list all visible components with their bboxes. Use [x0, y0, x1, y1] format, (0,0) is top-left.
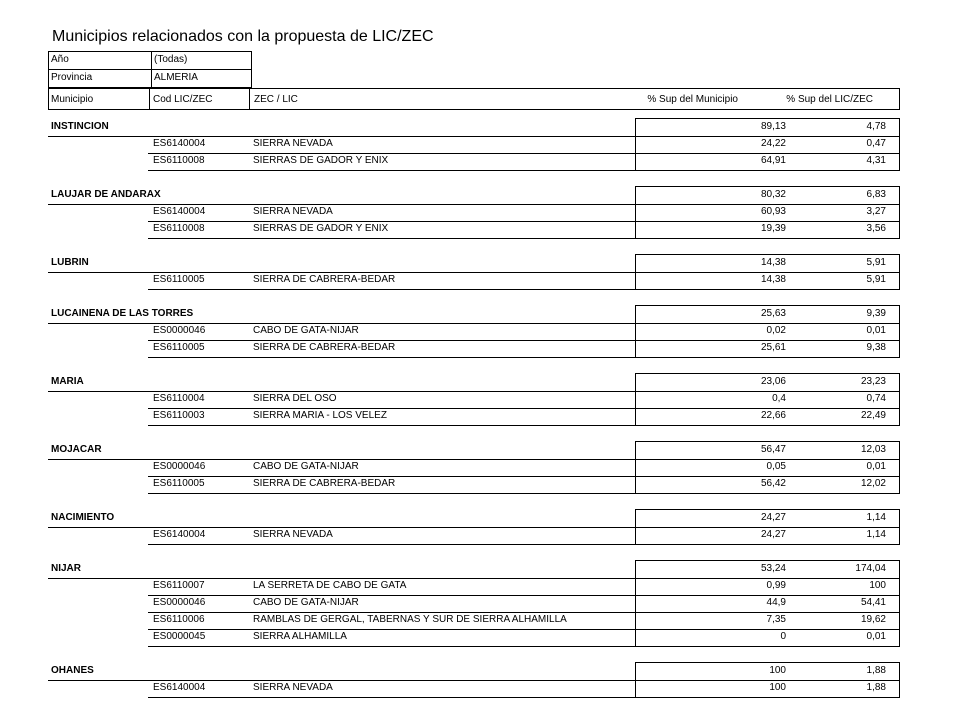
sup-lic-total: 12,03 — [860, 444, 886, 455]
sup-municipio-cell: 24,22 — [760, 138, 786, 149]
sup-municipio-total: 23,06 — [760, 376, 786, 387]
table-row — [148, 408, 900, 426]
table-row — [148, 629, 900, 647]
sup-municipio-total: 25,63 — [760, 308, 786, 319]
sup-lic-total: 9,39 — [866, 308, 886, 319]
cod-lic-cell: ES6110005 — [153, 478, 205, 489]
zec-name-cell: SIERRA NEVADA — [253, 529, 333, 540]
sup-municipio-cell: 25,61 — [760, 342, 786, 353]
cod-lic-cell: ES0000046 — [153, 461, 206, 472]
municipio-name: LUBRIN — [51, 257, 89, 268]
group-row — [48, 442, 900, 460]
sup-municipio-total: 53,24 — [760, 563, 786, 574]
sup-lic-total: 1,88 — [866, 665, 886, 676]
zec-name-cell: SIERRA NEVADA — [253, 206, 333, 217]
zec-name-cell: LA SERRETA DE CABO DE GATA — [253, 580, 407, 591]
sup-lic-cell: 1,14 — [866, 529, 886, 540]
municipio-name: NACIMIENTO — [51, 512, 115, 523]
sup-municipio-cell: 7,35 — [766, 614, 786, 625]
cod-lic-cell: ES0000045 — [153, 631, 206, 642]
municipio-name: LUCAINENA DE LAS TORRES — [51, 308, 194, 319]
group-row — [48, 561, 900, 579]
sup-municipio-cell: 100 — [769, 682, 786, 693]
sup-lic-cell: 12,02 — [860, 478, 886, 489]
zec-name-cell: SIERRA NEVADA — [253, 682, 333, 693]
table-row — [148, 221, 900, 239]
sup-lic-cell: 0,01 — [866, 461, 886, 472]
group-row — [48, 663, 900, 681]
sup-lic-cell: 54,41 — [860, 597, 886, 608]
column-header-zec: ZEC / LIC — [254, 94, 298, 105]
sup-municipio-cell: 0,4 — [772, 393, 786, 404]
table-row — [148, 527, 900, 545]
cod-lic-cell: ES6110003 — [153, 410, 205, 421]
filter-value: (Todas) — [154, 54, 188, 65]
sup-municipio-cell: 0,05 — [766, 461, 786, 472]
sup-lic-cell: 3,56 — [866, 223, 886, 234]
table-row — [148, 136, 900, 154]
filter-value: ALMERIA — [154, 72, 198, 83]
sup-municipio-cell: 64,91 — [760, 155, 786, 166]
table-row — [148, 323, 900, 341]
municipio-name: LAUJAR DE ANDARAX — [51, 189, 161, 200]
sup-municipio-cell: 44,9 — [766, 597, 786, 608]
table-row — [148, 578, 900, 596]
sup-lic-cell: 0,74 — [866, 393, 886, 404]
sup-municipio-cell: 22,66 — [760, 410, 786, 421]
cod-lic-cell: ES0000046 — [153, 325, 206, 336]
sup-lic-total: 4,78 — [866, 121, 886, 132]
sup-lic-total: 5,91 — [866, 257, 886, 268]
cod-lic-cell: ES6140004 — [153, 682, 206, 693]
zec-name-cell: CABO DE GATA-NIJAR — [253, 325, 359, 336]
zec-name-cell: CABO DE GATA-NIJAR — [253, 461, 359, 472]
zec-name-cell: SIERRA ALHAMILLA — [253, 631, 347, 642]
sup-lic-cell: 9,38 — [866, 342, 886, 353]
group-row — [48, 255, 900, 273]
sup-municipio-total: 14,38 — [760, 257, 786, 268]
cod-lic-cell: ES6110005 — [153, 342, 205, 353]
table-row — [148, 476, 900, 494]
cod-lic-cell: ES6110008 — [153, 155, 205, 166]
sup-lic-cell: 100 — [869, 580, 886, 591]
zec-name-cell: CABO DE GATA-NIJAR — [253, 597, 359, 608]
cod-lic-cell: ES6140004 — [153, 529, 206, 540]
cod-lic-cell: ES6140004 — [153, 138, 206, 149]
zec-name-cell: SIERRAS DE GADOR Y ENIX — [253, 223, 389, 234]
sup-lic-total: 1,14 — [866, 512, 886, 523]
municipio-name: INSTINCION — [51, 121, 109, 132]
municipio-name: OHANES — [51, 665, 94, 676]
zec-name-cell: SIERRA NEVADA — [253, 138, 333, 149]
sup-lic-total: 174,04 — [855, 563, 886, 574]
group-row — [48, 187, 900, 205]
sup-municipio-total: 100 — [769, 665, 786, 676]
cod-lic-cell: ES6110007 — [153, 580, 205, 591]
group-row — [48, 510, 900, 528]
municipio-name: MARIA — [51, 376, 84, 387]
report-title: Municipios relacionados con la propuesta de LIC/ZEC — [52, 28, 434, 45]
group-row — [48, 374, 900, 392]
zec-name-cell: SIERRA DE CABRERA-BEDAR — [253, 478, 396, 489]
table-row — [148, 595, 900, 613]
table-row — [148, 340, 900, 358]
cod-lic-cell: ES6110004 — [153, 393, 205, 404]
municipio-name: MOJACAR — [51, 444, 102, 455]
cod-lic-cell: ES6110008 — [153, 223, 205, 234]
municipio-name: NIJAR — [51, 563, 82, 574]
sup-lic-cell: 4,31 — [866, 155, 886, 166]
zec-name-cell: SIERRA DE CABRERA-BEDAR — [253, 342, 396, 353]
column-header-cod: Cod LIC/ZEC — [153, 94, 213, 105]
sup-lic-cell: 19,62 — [860, 614, 886, 625]
cod-lic-cell: ES6110006 — [153, 614, 205, 625]
sup-municipio-total: 24,27 — [760, 512, 786, 523]
sup-municipio-cell: 0 — [780, 631, 786, 642]
sup-lic-total: 6,83 — [866, 189, 886, 200]
zec-name-cell: RAMBLAS DE GERGAL, TABERNAS Y SUR DE SIERRA ALHAMILLA — [253, 614, 567, 625]
filter-label: Provincia — [51, 72, 93, 83]
sup-municipio-cell: 14,38 — [760, 274, 786, 285]
sup-municipio-cell: 0,99 — [766, 580, 786, 591]
sup-lic-cell: 22,49 — [860, 410, 886, 421]
sup-lic-cell: 3,27 — [866, 206, 886, 217]
sup-lic-cell: 0,01 — [866, 631, 886, 642]
sup-lic-cell: 0,47 — [866, 138, 886, 149]
group-row — [48, 306, 900, 324]
table-row — [148, 612, 900, 630]
column-header-municipio: Municipio — [51, 94, 94, 105]
column-header-sup-lic: % Sup del LIC/ZEC — [786, 94, 873, 105]
sup-municipio-total: 80,32 — [760, 189, 786, 200]
sup-municipio-cell: 24,27 — [760, 529, 786, 540]
sup-municipio-total: 56,47 — [760, 444, 786, 455]
table-row — [148, 204, 900, 222]
column-header-sup-municipio: % Sup del Municipio — [647, 94, 738, 105]
table-row — [148, 272, 900, 290]
sup-lic-total: 23,23 — [860, 376, 886, 387]
zec-name-cell: SIERRAS DE GADOR Y ENIX — [253, 155, 389, 166]
cod-lic-cell: ES6140004 — [153, 206, 206, 217]
sup-municipio-cell: 60,93 — [760, 206, 786, 217]
sup-lic-cell: 1,88 — [866, 682, 886, 693]
sup-municipio-cell: 19,39 — [760, 223, 786, 234]
sup-municipio-cell: 56,42 — [760, 478, 786, 489]
cod-lic-cell: ES0000046 — [153, 597, 206, 608]
sup-lic-cell: 0,01 — [866, 325, 886, 336]
table-row — [148, 153, 900, 171]
zec-name-cell: SIERRA DE CABRERA-BEDAR — [253, 274, 396, 285]
group-row — [48, 119, 900, 137]
filter-label: Año — [51, 54, 69, 65]
sup-lic-cell: 5,91 — [866, 274, 886, 285]
table-row — [148, 459, 900, 477]
sup-municipio-cell: 0,02 — [766, 325, 786, 336]
zec-name-cell: SIERRA DEL OSO — [253, 393, 337, 404]
zec-name-cell: SIERRA MARIA - LOS VELEZ — [253, 410, 387, 421]
cod-lic-cell: ES6110005 — [153, 274, 205, 285]
table-row — [148, 391, 900, 409]
table-row — [148, 680, 900, 698]
sup-municipio-total: 89,13 — [760, 121, 786, 132]
